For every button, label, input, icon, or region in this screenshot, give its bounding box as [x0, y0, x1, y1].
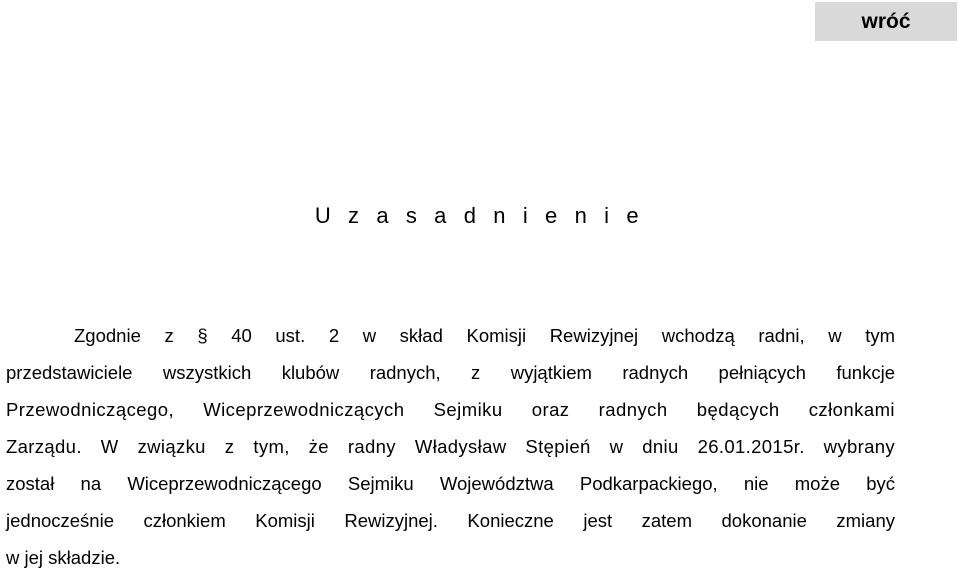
paragraph-line: został na Wiceprzewodniczącego Sejmiku Województwa Podkarpackiego, nie może być	[6, 473, 895, 494]
document-heading: U z a s a d n i e n i e	[314, 203, 645, 228]
paragraph-line: przedstawiciele wszystkich klubów radnych, z wyjątkiem radnych pełniących funkcje	[6, 362, 895, 383]
paragraph-line: w jej składzie.	[6, 547, 121, 568]
paragraph-line: jednocześnie członkiem Komisji Rewizyjnej. Konieczne jest zatem dokonanie zmiany	[6, 510, 895, 531]
paragraph-line: Zarządu. W związku z tym, że radny Władysław Stępień w dniu 26.01.2015r. wybrany	[6, 436, 895, 457]
paragraph-line: Przewodniczącego, Wiceprzewodniczących Sejmiku oraz radnych będących członkami	[6, 399, 895, 420]
back-button[interactable]: wróć	[815, 2, 957, 41]
paragraph-line: Zgodnie z § 40 ust. 2 w skład Komisji Rewizyjnej wchodzą radni, w tym	[74, 325, 895, 346]
